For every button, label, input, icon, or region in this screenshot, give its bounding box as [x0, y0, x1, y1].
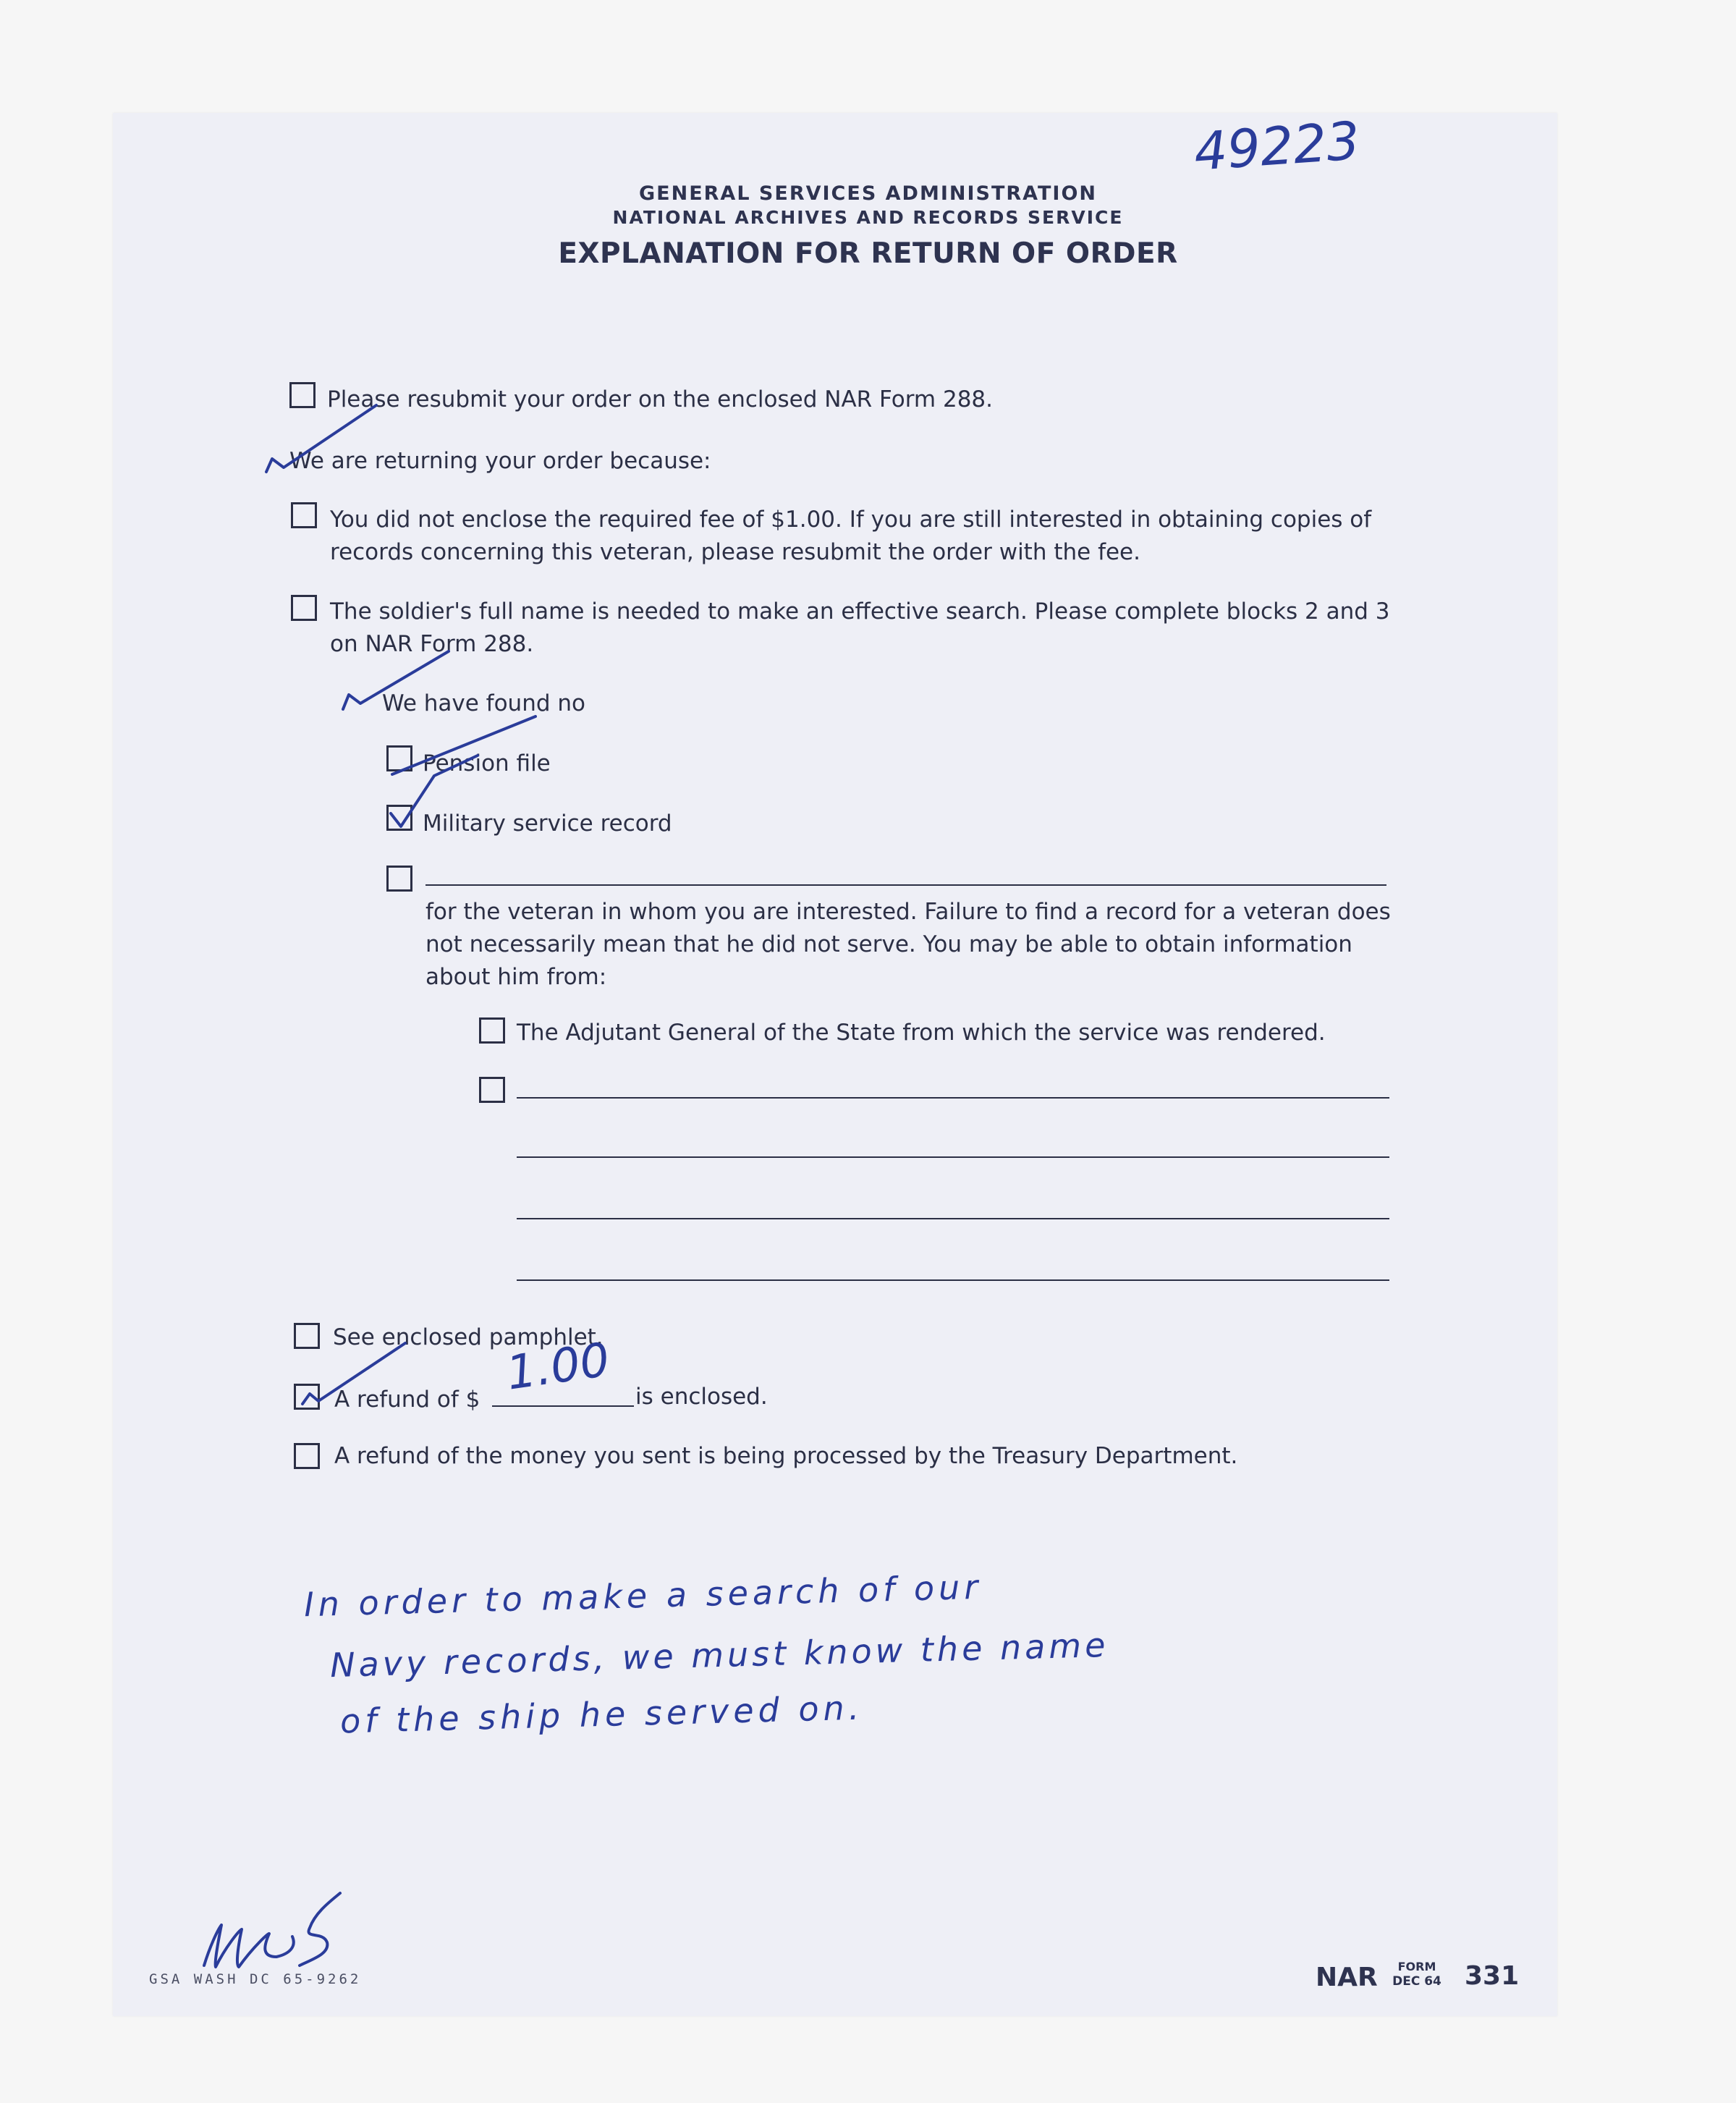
- form-title: EXPLANATION FOR RETURN OF ORDER: [558, 237, 1178, 270]
- adjutant-text: The Adjutant General of the State from which the service was rendered.: [517, 1020, 1326, 1046]
- veteran-text-line3: about him from:: [425, 964, 607, 990]
- handwritten-number: 49223: [1192, 110, 1362, 182]
- form-prefix: NAR: [1316, 1963, 1378, 1992]
- pamphlet-text: See enclosed pamphlet.: [333, 1324, 604, 1350]
- note-line-3: of the ship he served on.: [339, 1688, 864, 1741]
- note-line-1: In order to make a search of our: [303, 1567, 983, 1625]
- refund-prefix-text: A refund of $: [334, 1387, 480, 1413]
- veteran-text-line2: not necessarily mean that he did not serve. You may be able to obtain information: [425, 931, 1352, 957]
- resubmit-text: Please resubmit your order on the enclosed NAR Form 288.: [327, 386, 994, 412]
- refund-amount: 1.00: [503, 1333, 613, 1401]
- treasury-text: A refund of the money you sent is being processed by the Treasury Department.: [334, 1443, 1238, 1469]
- check-mark-refund: [302, 1343, 405, 1404]
- check-mark-pension: [392, 716, 535, 774]
- form-label: FORM: [1397, 1960, 1436, 1973]
- fee-text-line2: records concerning this veteran, please resubmit the order with the fee.: [330, 539, 1140, 565]
- check-mark-found-no: [343, 651, 449, 709]
- name-text-line2: on NAR Form 288.: [330, 631, 534, 657]
- form-number: 331: [1465, 1961, 1520, 1991]
- returning-text: We are returning your order because:: [289, 448, 711, 474]
- form-date: DEC 64: [1392, 1974, 1441, 1989]
- check-mark-returning: [266, 405, 376, 472]
- pension-text: Pension file: [423, 750, 551, 777]
- found-no-text: We have found no: [382, 690, 585, 716]
- print-code: GSA WASH DC 65-9262: [149, 1971, 362, 1987]
- veteran-text-line1: for the veteran in whom you are interested. Failure to find a record for a veteran does: [425, 899, 1391, 925]
- refund-suffix-text: is enclosed.: [635, 1384, 768, 1410]
- signature-strokes: [204, 1893, 340, 1967]
- check-mark-military: [391, 756, 478, 826]
- fee-text-line1: You did not enclose the required fee of $1.00. If you are still interested in obtaining copies of: [330, 507, 1372, 533]
- name-text-line1: The soldier's full name is needed to make an effective search. Please complete blocks 2 and 3: [330, 598, 1390, 625]
- military-text: Military service record: [423, 811, 672, 837]
- note-line-2: Navy records, we must know the name: [329, 1625, 1110, 1685]
- service-name: NATIONAL ARCHIVES AND RECORDS SERVICE: [612, 207, 1124, 228]
- agency-name: GENERAL SERVICES ADMINISTRATION: [639, 182, 1097, 205]
